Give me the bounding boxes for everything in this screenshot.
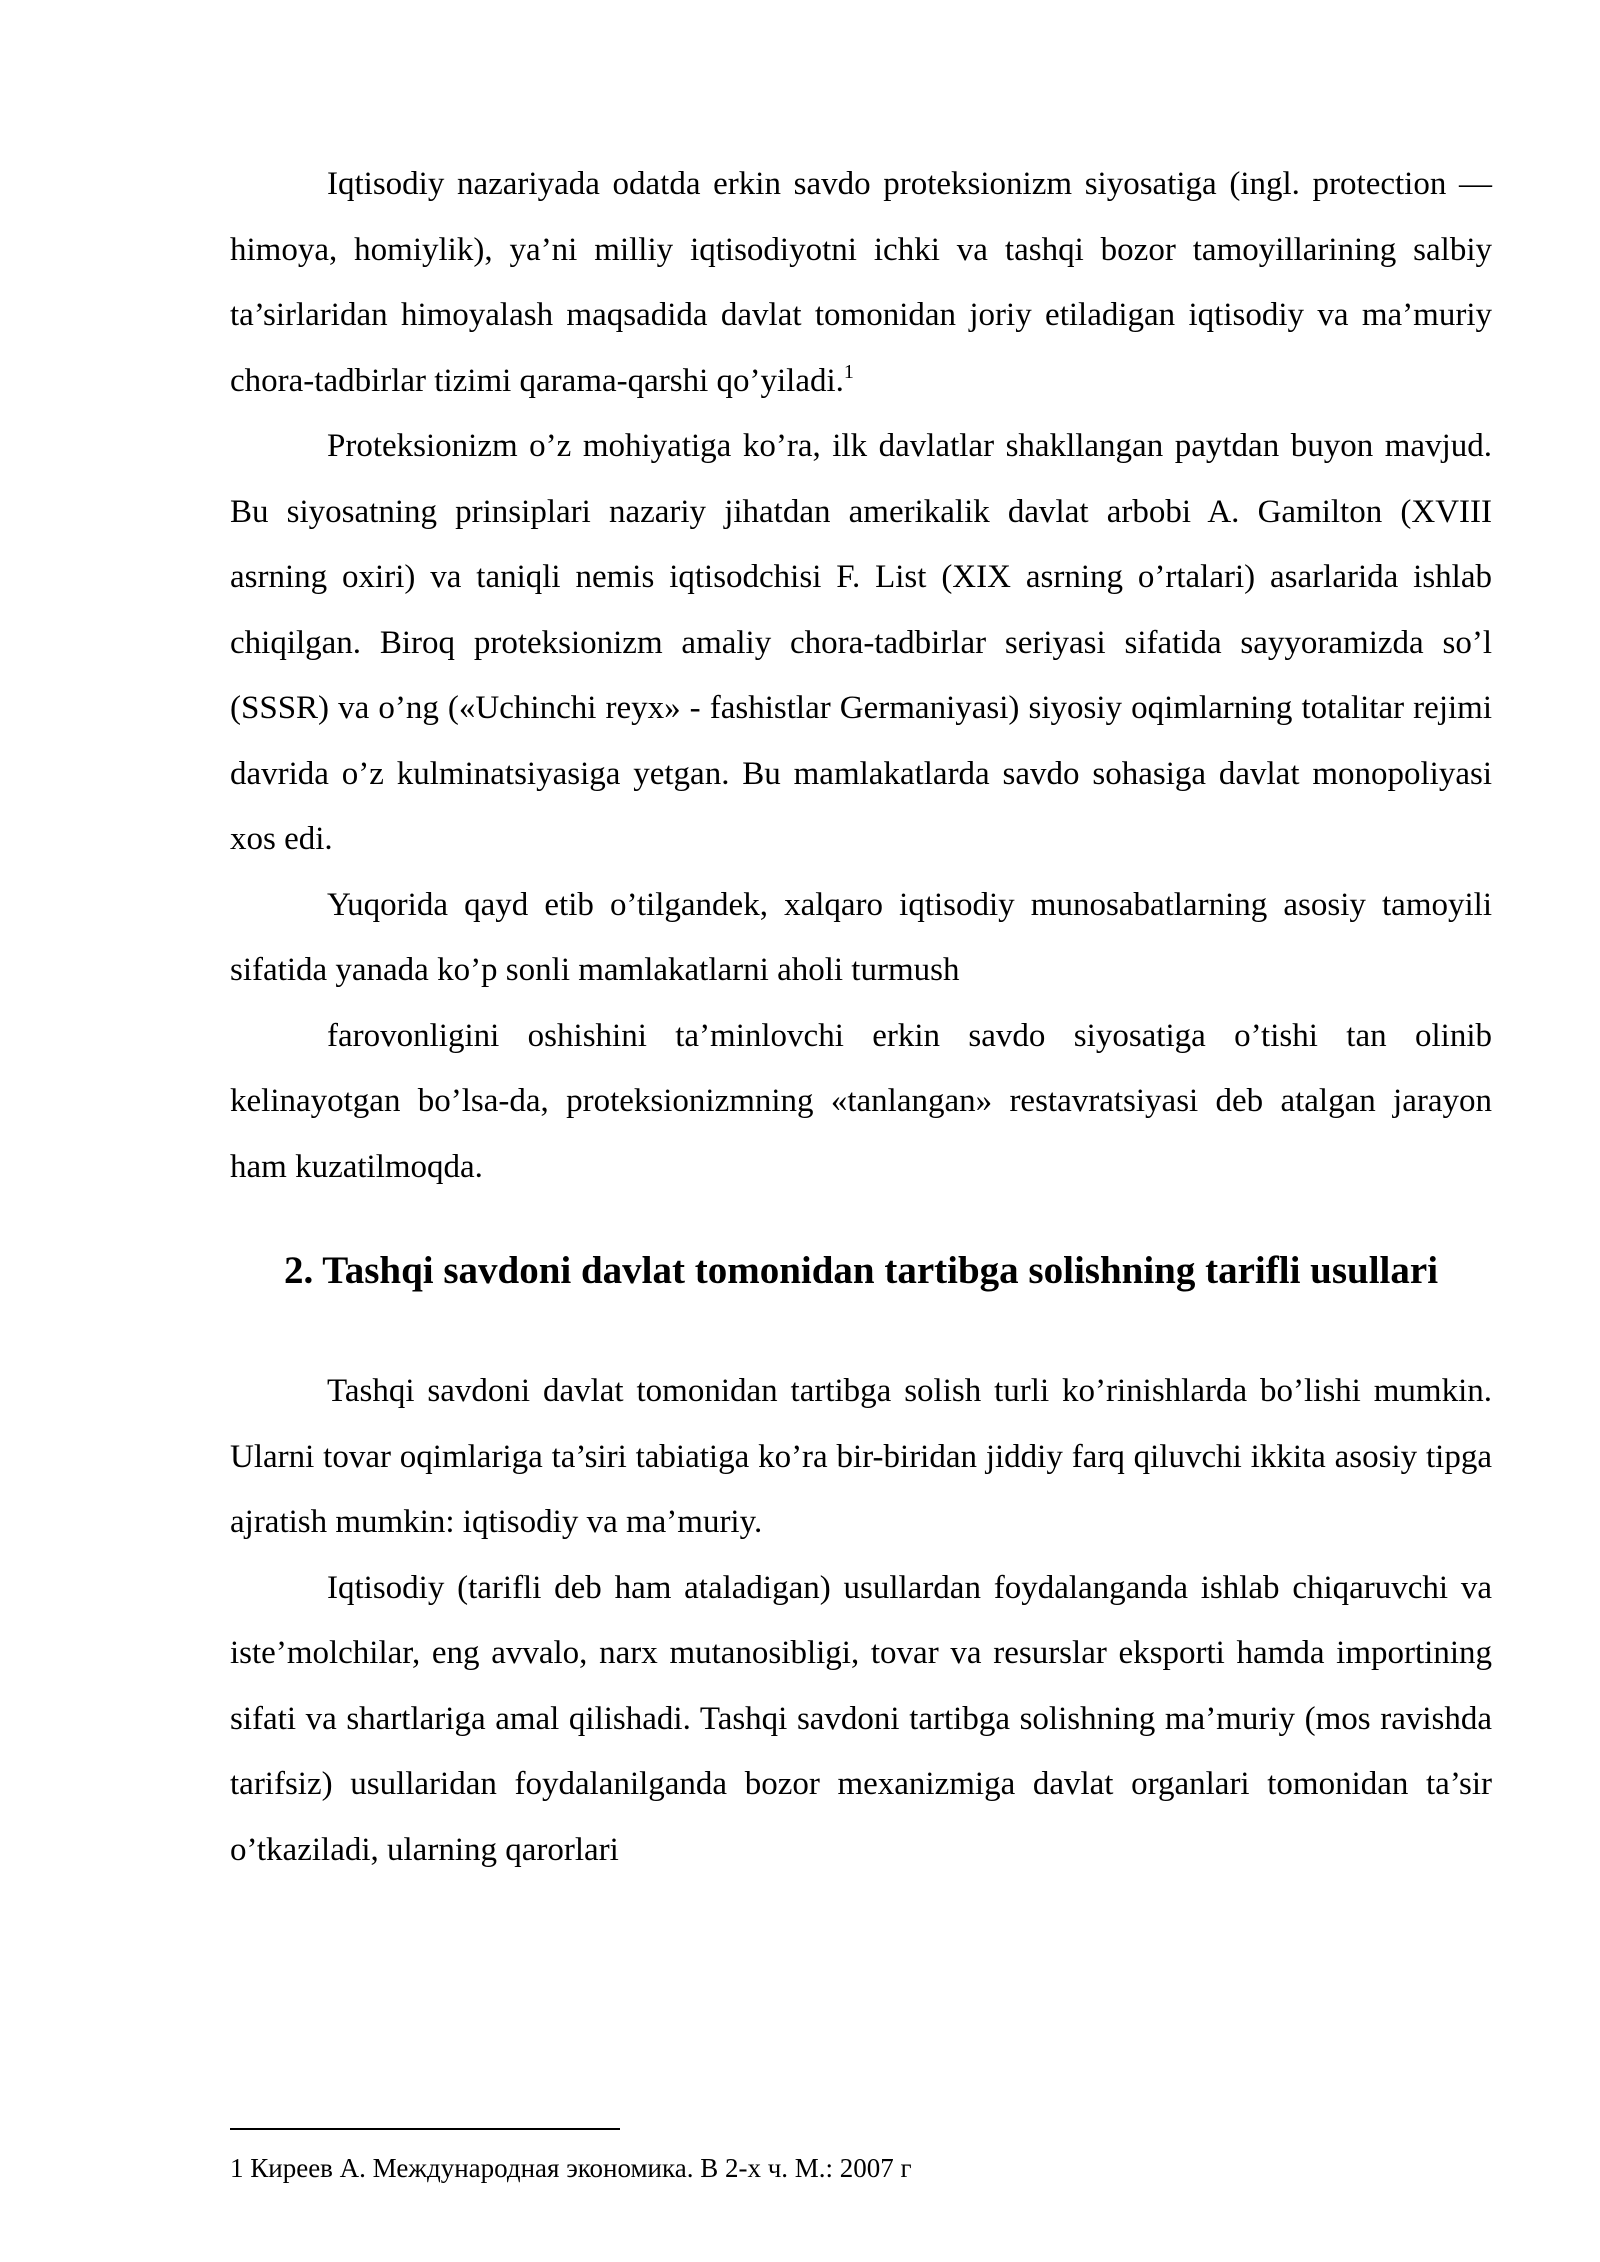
paragraph-text: Yuqorida qayd etib o’tilgandek, xalqaro iqtisodiy munosabatlarning asosiy tamoyili sifatida yanada ko’p sonli mamlakatlarni aholi turmush xyxy=(230,886,1492,988)
body-text xyxy=(230,152,1492,1883)
paragraph-text: Tashqi savdoni davlat tomonidan tartibga solish turli ko’rinishlarda bo’lishi mumkin. Ularni tovar oqimlariga ta’siri tabiatiga ko’ra bir-biridan jiddiy farq qiluvchi ikkita asosiy tipga ajratish mumkin: iqtisodiy va ma’muriy. xyxy=(230,1373,1492,1540)
paragraph-regulation-types xyxy=(230,1359,1492,1556)
footnote: 1 Киреев А. Международная экономика. В 2-х ч. М.: 2007 г xyxy=(230,2153,912,2183)
paragraph-protectionism-history xyxy=(230,414,1492,873)
section-heading: 2. Tashqi savdoni davlat tomonidan tartibga solishning tarifli usullari xyxy=(283,1249,1439,1292)
footnote-reference: 1 xyxy=(843,360,854,383)
paragraph-selective-restoration xyxy=(230,1004,1492,1201)
paragraph-text: Iqtisodiy nazariyada odatda erkin savdo proteksionizm siyosatiga (ingl. protection — himoya, homiylik), ya’ni milliy iqtisodiyotni ichki va tashqi bozor tamoyillarining salbiy ta’sirlaridan himoyalash maqsadida davlat tomonidan joriy etiladigan iqtisodiy va ma’muriy chora-tadbirlar tizimi qarama-qarshi qo’yiladi. xyxy=(230,166,1492,399)
paragraph-free-trade xyxy=(230,152,1492,414)
paragraph-text: farovonligini oshishini ta’minlovchi erkin savdo siyosatiga o’tishi tan olinib kelinayotgan bo’lsa-da, proteksionizmning «tanlangan» restavratsiyasi deb atalgan jarayon ham kuzatilmoqda. xyxy=(230,1017,1492,1185)
paragraph-tariff-methods xyxy=(230,1556,1492,1884)
paragraph-text: Iqtisodiy (tarifli deb ham ataladigan) usullardan foydalanganda ishlab chiqaruvchi va iste’molchilar, eng avvalo, narx mutanosibligi, tovar va resurslar eksporti hamda importining sifati va shartlariga amal qilishadi. Tashqi savdoni tartibga solishning ma’muriy (mos ravishda tarifsiz) usullaridan foydalanilganda bozor mexanizmiga davlat organlari tomonidan ta’sir o’tkaziladi, ularning qarorlari xyxy=(230,1569,1492,1868)
footnote-divider xyxy=(230,2128,620,2130)
paragraph-text: Proteksionizm o’z mohiyatiga ko’ra, ilk davlatlar shakllangan paytdan buyon mavjud. Bu siyosatning prinsiplari nazariy jihatdan amerikalik davlat arbobi A. Gamilton (XVIII asrning oxiri) va taniqli nemis iqtisodchisi F. List (XIX asrning o’rtalari) asarlarida ishlab chiqilgan. Biroq proteksionizm amaliy chora-tadbirlar seriyasi sifatida sayyoramizda so’l (SSSR) va o’ng («Uchinchi reyx» - fashistlar Germaniyasi) siyosiy oqimlarning totalitar rejimi davrida o’z kulminatsiyasiga yetgan. Bu mamlakatlarda savdo sohasiga davlat monopoliyasi xos edi. xyxy=(230,428,1492,857)
paragraph-international-principle xyxy=(230,873,1492,1004)
